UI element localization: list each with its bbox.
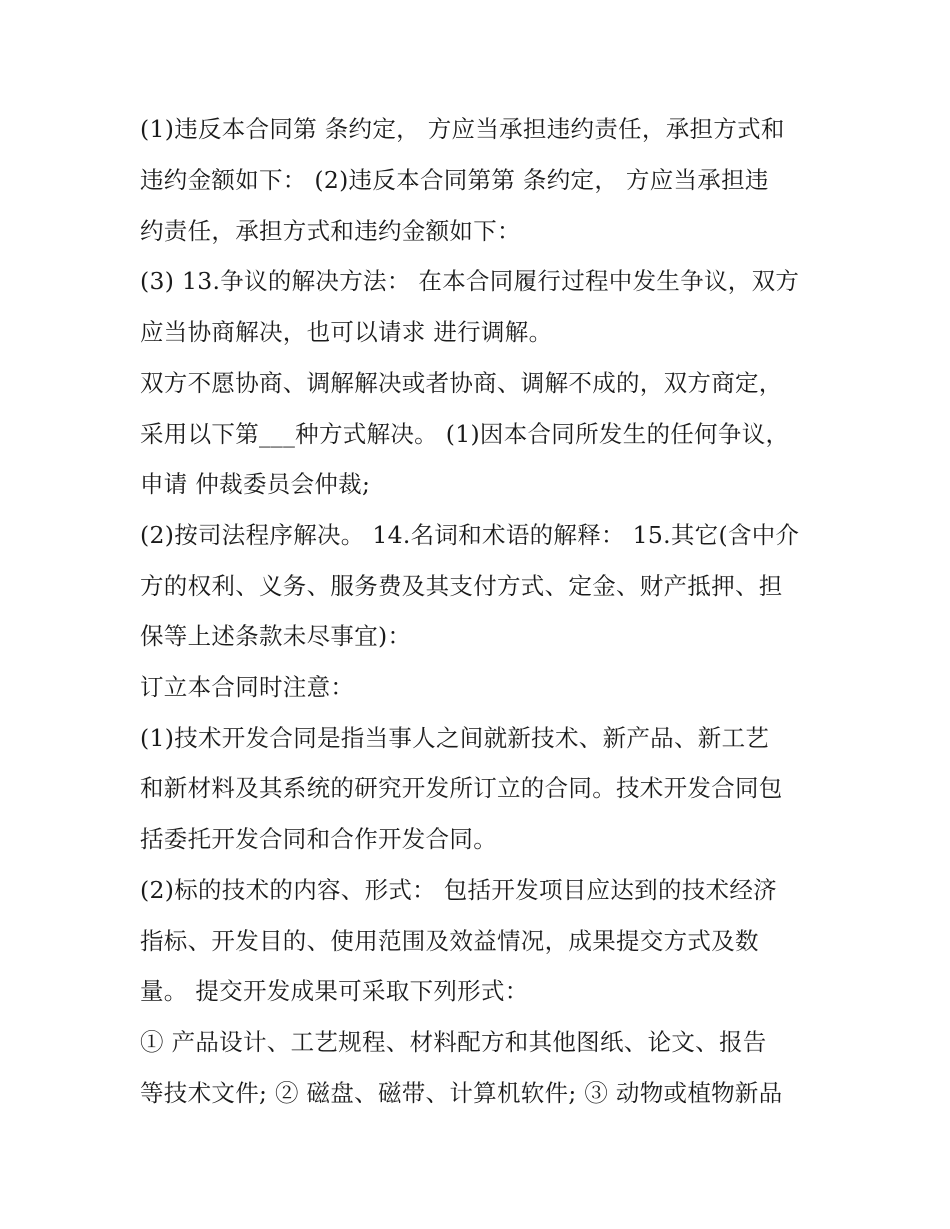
text-line: (2)按司法程序解决。 14.名词和术语的解释： 15.其它(含中介 xyxy=(140,521,800,549)
text-line: 订立本合同时注意： xyxy=(140,673,355,701)
text-line: 等技术文件; ② 磁盘、磁带、计算机软件; ③ 动物或植物新品 xyxy=(140,1079,783,1107)
text-line: ① 产品设计、工艺规程、材料配方和其他图纸、论文、报告 xyxy=(140,1028,767,1056)
text-line: 和新材料及其系统的研究开发所订立的合同。技术开发合同包 xyxy=(140,774,783,802)
text-line: 保等上述条款未尽事宜)： xyxy=(140,622,412,650)
text-line: (2)标的技术的内容、形式： 包括开发项目应达到的技术经济 xyxy=(140,876,777,904)
text-line: 括委托开发合同和合作开发合同。 xyxy=(140,825,497,853)
text-line: (1)技术开发合同是指当事人之间就新技术、新产品、新工艺 xyxy=(140,724,770,752)
text-line: 量。 提交开发成果可采取下列形式： xyxy=(140,977,529,1005)
text-line: 约责任，承担方式和违约金额如下： xyxy=(140,217,521,245)
text-line: 申请 仲裁委员会仲裁; xyxy=(140,470,371,498)
text-line: 采用以下第___种方式解决。 (1)因本合同所发生的任何争议， xyxy=(140,420,790,448)
text-line: 应当协商解决，也可以请求 进行调解。 xyxy=(140,318,553,346)
text-line: 双方不愿协商、调解解决或者协商、调解不成的，双方商定， xyxy=(140,369,783,397)
text-line: (3) 13.争议的解决方法： 在本合同履行过程中发生争议，双方 xyxy=(140,267,800,295)
text-line: (1)违反本合同第 条约定， 方应当承担违约责任，承担方式和 xyxy=(140,115,785,143)
text-line: 违约金额如下： (2)违反本合同第第 条约定， 方应当承担违 xyxy=(140,166,769,194)
text-line: 指标、开发目的、使用范围及效益情况，成果提交方式及数 xyxy=(140,927,759,955)
text-line: 方的权利、义务、服务费及其支付方式、定金、财产抵押、担 xyxy=(140,572,783,600)
